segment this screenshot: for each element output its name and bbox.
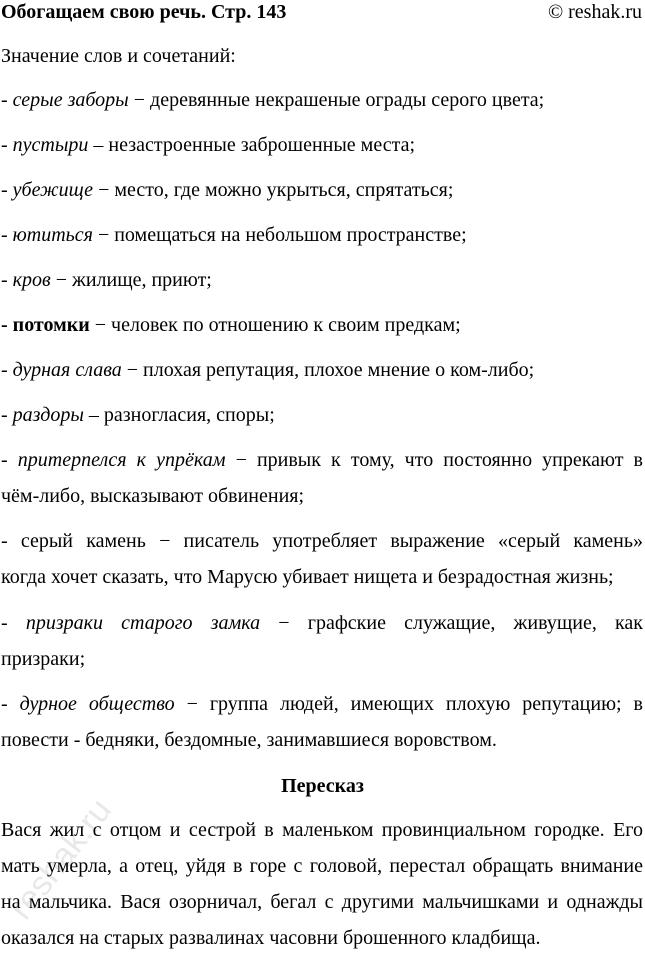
item-prefix: - (1, 693, 20, 715)
retell-line: Вася жил с отцом и сестрой в маленьком провинциальном городке. Его (1, 819, 643, 841)
definition-item (1, 358, 643, 382)
item-prefix: - (1, 224, 13, 246)
definition-item (1, 448, 643, 472)
watermark: reshak.ru (1, 791, 120, 927)
item-prefix: - (1, 612, 26, 634)
definition-continuation: повести - бедняки, бездомные, занимавшиеся воровством. (1, 729, 497, 751)
item-prefix: - (1, 269, 13, 291)
item-definition: серый камень − писатель употребляет выражение «серый камень» (20, 530, 643, 552)
item-term: дурное общество (19, 693, 175, 715)
definition-continuation: когда хочет сказать, что Марусю убивает нищета и безрадостная жизнь; (1, 566, 614, 588)
definition-continuation: призраки; (1, 648, 86, 670)
item-term: потомки (12, 314, 90, 336)
page-header (0, 0, 645, 28)
retell-line: мать умерла, а отец, уйдя в горе с головой, перестал обращать внимание (1, 855, 643, 877)
definition-item (1, 178, 643, 202)
definition-item (1, 268, 643, 292)
item-prefix: - (1, 179, 13, 201)
definition-item (1, 133, 643, 157)
definition-item (1, 403, 643, 427)
retell-line: на мальчика. Вася озорничал, бегал с другими мальчишками и однажды (1, 891, 643, 913)
item-definition: − привык к тому, что постоянно упрекают в (225, 449, 643, 471)
retell-line: оказался на старых развалинах часовни брошенного кладбища. (1, 927, 541, 949)
item-term: ютиться (12, 224, 93, 246)
definition-item (1, 692, 643, 716)
item-term: раздоры (12, 404, 84, 426)
definition-item (1, 313, 643, 337)
item-prefix: - (1, 530, 21, 552)
item-prefix: - (1, 89, 13, 111)
definition-item (1, 529, 643, 553)
site-brand[interactable]: © reshak.ru (547, 1, 642, 23)
definition-item (1, 611, 643, 635)
retell-heading: Пересказ (281, 775, 364, 797)
item-definition: − человек по отношению к своим предкам; (89, 314, 461, 336)
item-term: призраки старого замка (25, 612, 261, 634)
item-prefix: - (1, 314, 13, 336)
item-definition: − деревянные некрашеные ограды серого цвета; (128, 89, 545, 111)
definition-item (1, 223, 643, 247)
item-prefix: - (1, 359, 13, 381)
item-definition: − плохая репутация, плохое мнение о ком-либо; (121, 359, 535, 381)
item-definition: – незастроенные заброшенные места; (88, 134, 416, 156)
item-definition: − графские служащие, живущие, как (260, 612, 643, 634)
item-definition: − помещаться на небольшом пространстве; (92, 224, 467, 246)
item-definition: – разногласия, споры; (83, 404, 275, 426)
definition-item (1, 88, 643, 112)
item-prefix: - (1, 404, 13, 426)
item-definition: − жилище, приют; (50, 269, 212, 291)
item-definition: − место, где можно укрыться, спрятаться; (93, 179, 454, 201)
item-prefix: - (1, 449, 18, 471)
item-term: пустыри (12, 134, 89, 156)
item-prefix: - (1, 134, 13, 156)
page-title: Обогащаем свою речь. Стр. 143 (1, 1, 287, 23)
item-definition: − группа людей, имеющих плохую репутацию; в (174, 693, 643, 715)
item-term: притерпелся к упрёкам (17, 449, 226, 471)
item-term: серые заборы (12, 89, 129, 111)
item-term: дурная слава (12, 359, 122, 381)
definition-continuation: чём-либо, высказывают обвинения; (1, 485, 305, 507)
intro-text: Значение слов и сочетаний: (1, 45, 236, 67)
item-term: кров (12, 269, 51, 291)
item-term: убежище (12, 179, 94, 201)
